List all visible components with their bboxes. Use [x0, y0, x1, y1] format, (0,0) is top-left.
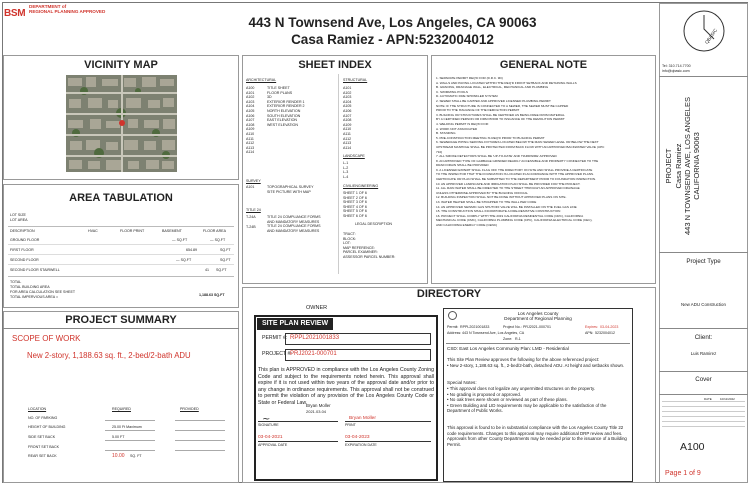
site-plan-body: This plan is APPROVED in compliance with the Los Angeles County Zoning Code and subject to the requirements noted herein. This approval shall expire if it is not used within two years of the approval date and/or prior to any change in ordinance requirements. This approval shall not be construed to permit the violation of any provision of the Los Angeles County Code or State or Federal Law. [258, 367, 434, 406]
county-title: Los Angeles County [517, 311, 559, 316]
client-value: Luis Ramirez [690, 351, 717, 356]
stamp-line-1: DEPARTMENT of [29, 4, 67, 9]
summary-row-label: FRONT SET BACK [28, 445, 60, 449]
signer-name: Bryan Moller [306, 403, 331, 408]
county-field-value: 443 N Townsend Ave, Los Angeles, CA [462, 331, 525, 335]
area-row-area: — SQ.FT [210, 238, 226, 242]
scope-text: New 2-story, 1,188.63 sq. ft., 2-bed/2-bath ADU [27, 351, 191, 360]
summary-col-required: REQUIRED [112, 407, 131, 411]
project-type-value: New ADU Construction [681, 302, 726, 307]
project-type-label: Project Type [686, 258, 721, 265]
area-row-area: SQ.FT [220, 248, 231, 252]
revision-table [662, 397, 745, 437]
area-lot-size: LOT SIZE [10, 213, 26, 217]
county-csd: CSD: East Los Angeles Community Plan: LMD - Residential [447, 346, 569, 351]
landscape-heading: LANDSCAPE [343, 154, 365, 158]
area-row-area: SQ.FT [220, 258, 231, 262]
sheet-index-title: SHEET INDEX [298, 59, 372, 71]
client-label: Client: [694, 334, 713, 341]
scope-label: SCOPE OF WORK [12, 334, 81, 343]
project-label: PROJECT #: [262, 351, 292, 357]
sheet-number: A100 [680, 441, 705, 453]
area-row-basement: — SQ.FT [176, 258, 192, 262]
summary-col-provided: PROVIDED [180, 407, 199, 411]
signature-mark: ~ [262, 414, 271, 425]
area-title: AREA TABULATION [69, 192, 173, 204]
area-col-floor-print: FLOOR PRINT [120, 229, 145, 233]
area-total: TOTAL [10, 280, 22, 284]
header-address: 443 N Townsend Ave, Los Angeles, CA 90063 [248, 15, 537, 30]
legal-lines: TRACT: BLOCK: LOT: MAP REFERENCE: PARCEL EXAMINER: ASSESSOR PARCEL NUMBER: [343, 232, 396, 259]
site-plan-title: SITE PLAN REVIEW [257, 318, 333, 330]
landscape-codes: L-1 L-2 L-3 L-4 [343, 161, 349, 179]
summary-row-required: 5.00 FT [112, 435, 125, 439]
title24-code-a: T-24A [246, 215, 256, 219]
approval-stamp [4, 3, 106, 21]
print-label: PRINT [345, 423, 356, 427]
permit-label: PERMIT #: [262, 335, 288, 341]
architectural-heading: ARCHITECTURAL [246, 78, 277, 82]
summary-title: PROJECT SUMMARY [65, 314, 177, 326]
survey-heading: SURVEY [246, 179, 261, 183]
area-row-label: GROUND FLOOR [10, 238, 40, 242]
area-row-label: SECOND FLOOR STAIRWELL [10, 268, 60, 272]
summary-row-provided: SQ. FT [130, 454, 142, 458]
county-field-value: R-1 [515, 337, 521, 341]
area-lot-area: LOT AREA [10, 218, 28, 222]
approval-date-label: APPROVAL DATE [258, 443, 288, 447]
company-email: info@qbasic.com [662, 69, 690, 73]
summary-row-label: HEIGHT OF BUILDING [28, 425, 66, 429]
county-closing: This approval is found to be in substantial compliance with the Los Angeles County Title 22 code requirements. Changes to this approval may require additional DRP review and fees. Approvals from other County Departments may be needed prior to the issuance of a Building Permit. [447, 425, 627, 447]
summary-row-label: NO. OF PARKING [28, 416, 58, 420]
general-note-title: GENERAL NOTE [499, 59, 588, 71]
county-field-label: Address: [447, 331, 462, 335]
approval-date: 03-04-2021 [258, 435, 283, 440]
county-special-label: Special Notes: [447, 380, 477, 385]
county-intro: This Site Plan Review approves the following for the above referenced project: [447, 357, 600, 362]
directory-title: DIRECTORY [416, 288, 482, 300]
area-col-description: DESCRIPTION [10, 229, 35, 233]
civil-heading: CIVIL/ENGINEERING [343, 184, 379, 188]
area-row-area: SQ.FT [216, 268, 227, 272]
summary-row-required: 25.00 Ft Maximum [112, 425, 142, 429]
architectural-codes: A100 A101 A102 A103 A104 A105 A106 A107 A108 A109 A110 A111 A112 A113 A114 [246, 86, 255, 155]
area-col-basement: BASEMENT [162, 229, 182, 233]
project-label: PROJECT [664, 148, 673, 184]
company-phone: Tel: 310.714.7700 [662, 64, 691, 68]
title24-code-b: T-24B [246, 225, 256, 229]
county-field-value: 03-04-2023 [600, 325, 619, 329]
project-number: PRJ2021-000701 [290, 351, 337, 357]
project-vertical-block [663, 80, 745, 252]
project-address-1: 443 N TOWNSEND AVE, LOS ANGELES [683, 97, 692, 235]
signer-print: Bryan Moller [349, 416, 376, 421]
vicinity-map-image [66, 75, 177, 172]
vicinity-title: VICINITY MAP [84, 59, 158, 71]
stamp-code: BSM [4, 8, 26, 19]
title24-heading: TITLE 24 [246, 208, 261, 212]
area-total-value: 1,188.63 SQ.FT [199, 293, 225, 297]
expiration-date-label: EXPIRATION DATE [345, 443, 377, 447]
legal-heading: LEGAL DESCRIPTION [355, 222, 393, 226]
signer-date: 2021.03.04 [306, 409, 327, 414]
county-field-label: APN: [585, 331, 594, 335]
project-name: Casa Ramiez [674, 143, 683, 189]
county-field-label: Expires: [585, 325, 598, 329]
county-field-label: Zone: [503, 337, 513, 341]
summary-row-label: SIDE SET BACK [28, 435, 56, 439]
revision-date-label: DATE [704, 397, 712, 401]
county-field-value: PRJ2021-000701 [523, 325, 551, 329]
summary-row-required: 10.00 [112, 453, 125, 459]
permit-number: RPPL2021001833 [290, 335, 340, 341]
page-indicator: Page 1 of 9 [665, 470, 701, 477]
county-field-label: Project No.: [503, 325, 522, 329]
company-logo [680, 7, 728, 55]
area-row-basement: 41 [205, 268, 209, 272]
area-total-building: TOTAL BUILDING AREA [10, 285, 50, 289]
sheet-name: Cover [695, 376, 712, 383]
area-total-impervious: TOTAL IMPERVIOUS AREA = [10, 295, 59, 299]
general-note-text: 1. SEPARATE PERMIT REQ'D FOR (D.R.C. 9D) A. WALLS AND PAVING LOCATED WITHIN THE REQ'D FRONT SETBACK AND RETAINING WALLS B. GRADING, DRAINAGE WALL, ELECTRICAL, MECHANICAL AND PLUMBING C. SWIMMING POOLS D. AUTOMATIC FIRE SPRINKLER SYSTEM 2. SEWER SHALL BE CAPPED AND APPROVED LICENSED PLUMBING PERMIT NOTE: IF THE STRUCTURE IS CONNECTED TO A SEWER, THE SEWER MUST BE CAPPED PRIOR TO THE ISSUANCE OF THE DEMOLITION PERMIT 3. BUILDING OR STRUCTURES SHALL BE CERTIFIED AS BEING FREE FROM MATERIAL BY A CERTIFIED PERSON OR FIRM PRIOR TO ISSUANCE OF THE DEMOLITION PERMIT 4. WELDING PERMIT IS REQ'D FOR: A. WORK NOT ASSOCIATED B. STANDING 5. PRE-CONSTRUCTION MEETING IS REQ'D PRIOR TO BUILDING PERMIT 6. SEWERAGE PIPING SERVING FIXTURES LOCATED BELOW THE MAIN SEWER LEVEL OR BELOW THE NEXT UPSTREAM MANHOLE SHALL BE PROTECTED FROM BACK FLOW WITH AN APPROVED BACKWATER VALVE (UPC 710) 7. ALL SMOKE DETECTORS SHALL BE 'UP-TO-DATE' AND 'HARDWIRE' APPROVED 8. AN APPROVED TYPE OF GARBAGE GRINDER READILY ACCESSIBLE AND PROPERTY CONNECTED TO THE DRAIN DRAIN SHALL BE PROVIDED 9. A LICENSED EXPERT SHALL FLAG OFF THE DIRECTORY ON SITE AND SHALL PROVIDE A CERTIFICATE TO THE INSPECTOR THAT THE FOUNDATION IS LOCATED IN ACCORDANCE WITH THE APPROVED PLANS. CERTIFICATE OR PLAN SHALL BE SUBMITTED TO THE DEPARTMENT PRIOR TO FOUNDATION INSPECTION. 10. AN APPROVED LANDSCAPE AND IRRIGATION PLAN SHALL BE PROVIDED FOR THE PROJECT. 11. ALL RAIN WATER SHALL BE DIRECTED TO THE STREET THROUGH AN APPROVED DRAINAGE UNLESS OTHERWISE APPROVED BY THE BUILDING OFFICIAL 12. BUILDING INSPECTION SHALL NOT BE DONE WITHOUT APPROVED PLANS ON SITE. 13. WATER HEATER SHALL BE STRAPPED TO THE WALL PER CODE 14. AN APPROVED SEISMIC GAS SHUTOFF VALVE WILL BE INSTALLED ON THE FUEL GAS LINE 15. THE CONSTRUCTION SHALL INCORPORATE A FIRE-RESISTIVE CONSTRUCTION 16. PROJECT SHALL COMPLY WITH THE 2019 CALIFORNIA RESIDENTIAL CODE (CRC), CALIFORNIA MECHANICAL CODE (CMC), CALIFORNIA PLUMBING CODE (CPC), CALIFORNIA ELECTRICAL CODE (CEC), AND CALIFORNIA ENERGY CODE (CENC) [436, 76, 605, 227]
signature-label: SIGNATURE [258, 423, 279, 427]
county-field-value: RPPL2021001833 [460, 325, 490, 329]
area-row-label: FIRST FLOOR [10, 248, 34, 252]
area-col-hvac: HVAC [88, 229, 98, 233]
stamp-line-2: REGIONAL PLANNING APPROVED [29, 9, 106, 15]
expiration-date: 03-04-2023 [345, 435, 370, 440]
header-project-apn: Casa Ramiez - APN:5232004012 [291, 32, 494, 47]
architectural-names: TITLE SHEET FLOOR PLANS 3D EXTERIOR RENDER 1 EXTERIOR RENDER 2 NORTH ELEVATION SOUTH ELEVATION EAST ELEVATION WEST ELEVATION [267, 86, 305, 127]
area-row-basement: — SQ.FT [172, 238, 188, 242]
county-field-value: 5232004012 [595, 331, 615, 335]
area-row-basement: 654.89 [186, 248, 197, 252]
structural-heading: STRUCTURAL [343, 78, 368, 82]
revision-date: 10/11/2022 [720, 397, 735, 401]
county-field-label: Permit: [447, 325, 459, 329]
summary-row-label: REAR SET BACK [28, 454, 57, 458]
title24-names: TITLE 24 COMPLIANCE FORMS AND MANDATORY MEASURES TITLE 24 COMPLIANCE FORMS AND MANDATORY MEASURES [267, 215, 321, 233]
county-dept: Department of Regional Planning [504, 316, 572, 321]
structural-codes: A101 A102 A103 A104 A105 A106 A107 A108 A109 A110 A111 A112 A113 A114 [343, 86, 352, 150]
county-item: • New 2-story, 1,188.63 sq. ft., 2-bed/2-bath, detached ADU. At height and setbacks shown. [447, 363, 625, 368]
county-special-list: • This approval does not legalize any unpermitted structures on the property. • No grading is proposed or approved. • No oak trees were shown or reviewed as part of these plans. • Green Building and LID requirements may be applicable to the satisfaction of the Department of Public Works. [447, 386, 607, 414]
area-row-label: SECOND FLOOR [10, 258, 39, 262]
area-col-floor-area: FLOOR AREA [203, 229, 226, 233]
area-total-see-sheet: FOR AREA CALCULATION SEE SHEET [10, 290, 76, 294]
survey-code: A101 [246, 185, 255, 189]
project-address-2: CALIFORNIA 90063 [692, 132, 701, 200]
civil-codes: SHEET 1 OF 6 SHEET 2 OF 6 SHEET 3 OF 6 SHEET 4 OF 6 SHEET 5 OF 6 SHEET 6 OF 6 [343, 191, 367, 218]
company-logo-text: QBASIC [704, 27, 719, 45]
directory-owner: OWNER [306, 305, 328, 311]
survey-names: TOPOGRAPHICAL SURVEY SITE PICTURE WITH MAP [267, 185, 314, 194]
summary-col-location: LOCATION [28, 407, 47, 411]
